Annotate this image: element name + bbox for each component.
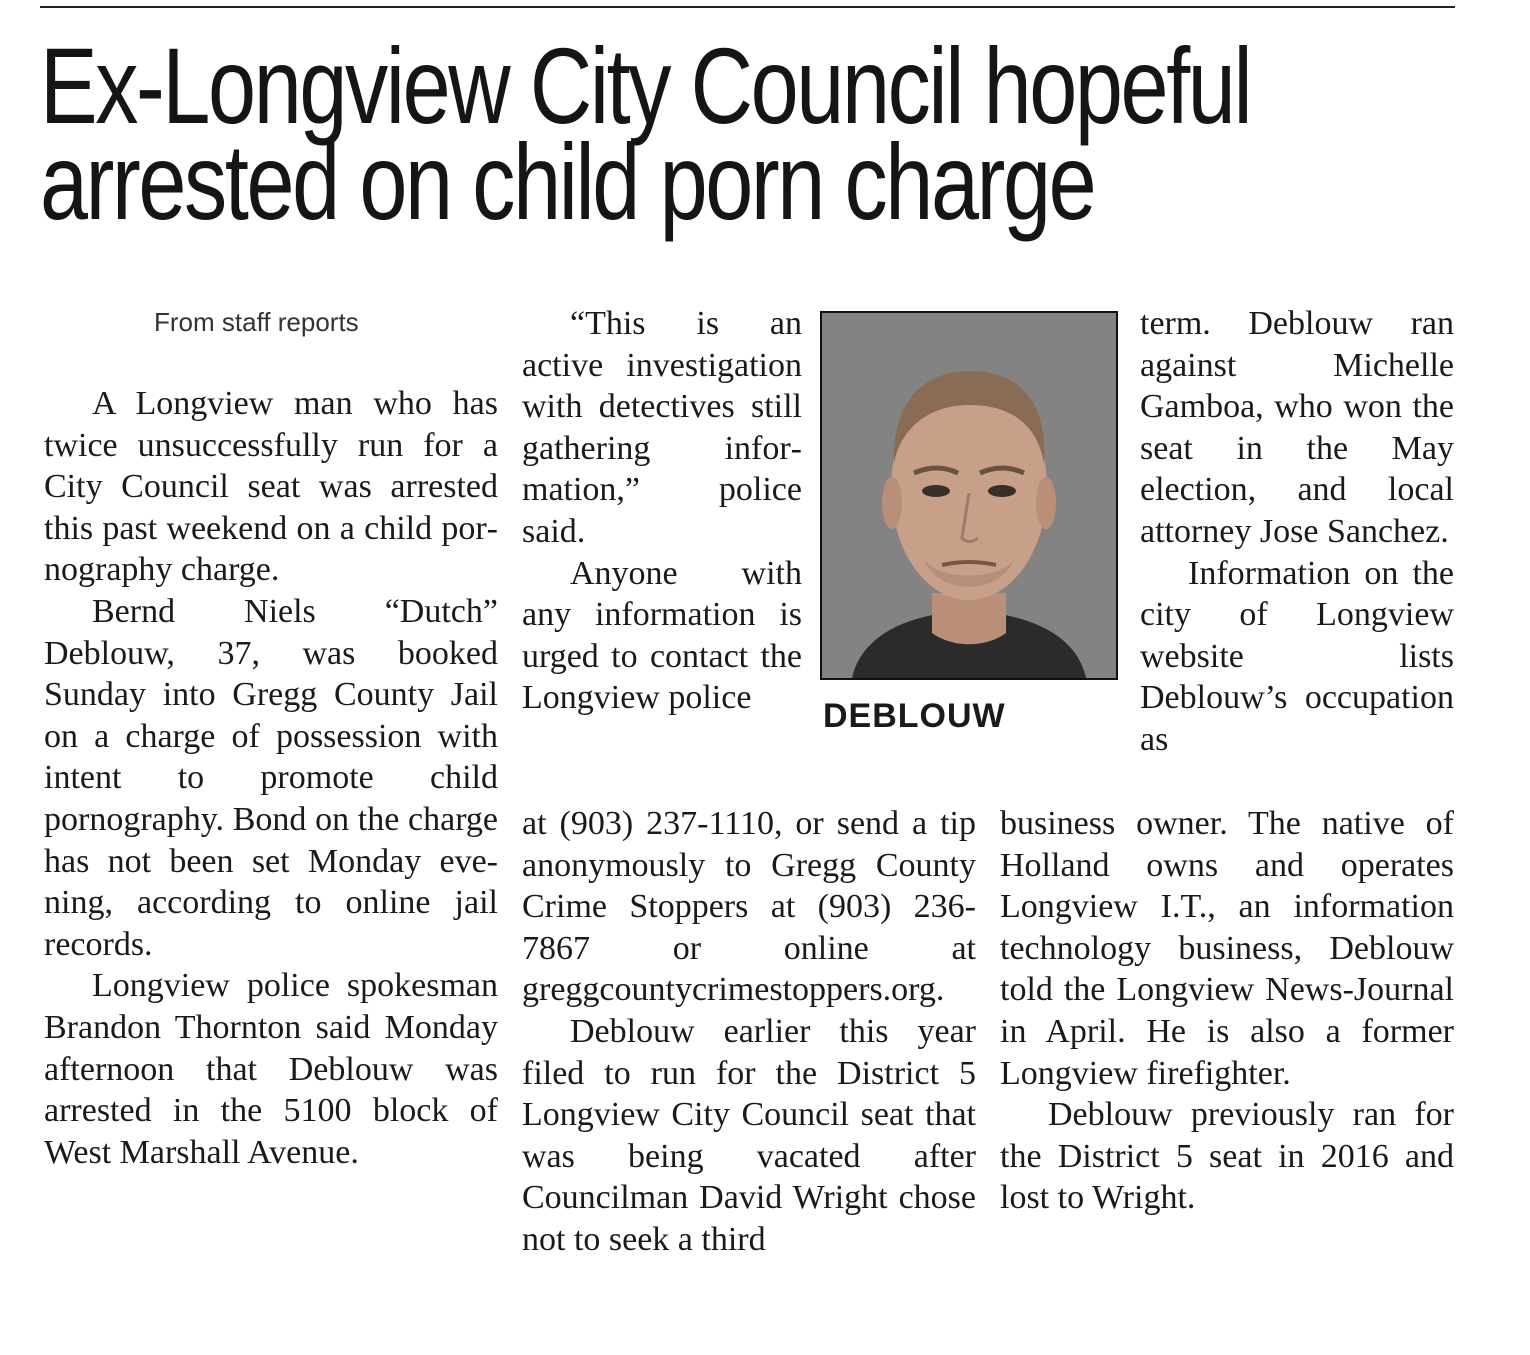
photo-caption: DEBLOUW [823,697,1006,735]
headline-line-1: Ex-Longview City Council hopeful [40,25,1251,146]
article-column-1 [44,383,498,1173]
article-column-2-top [522,303,802,719]
paragraph: “This is an active investigation with detectives still gathering information,” police said. [522,305,802,550]
paragraph: Bernd Niels “Dutch” Deblouw, 37, was booked Sunday into Gregg County Jail on a charge of possession with intent to promote child pornography. Bond on the charge has not been set Monday evening, according to online jail records. [44,592,498,963]
article-column-3-bottom [1000,803,1454,1219]
paragraph: Anyone with any information is urged to contact the Longview police [522,554,802,717]
paragraph: Deblouw previously ran for the District 5 seat in 2016 and lost to Wright. [1000,1096,1454,1217]
mugshot-image [822,313,1116,678]
paragraph: Information on the city of Longview website lists Deblouw’s occupation as [1140,554,1454,758]
top-rule [40,6,1455,8]
article-column-2-bottom [522,803,976,1261]
paragraph: A Longview man who has twice unsuccessfully run for a City Council seat was arrested this past weekend on a child pornography charge. [44,385,498,589]
mugshot-photo [820,311,1118,680]
paragraph: Longview police spokesman Brandon Thornton said Monday afternoon that Deblouw was arrested in the 5100 block of West Marshall Avenue. [44,967,498,1171]
byline: From staff reports [154,307,359,337]
paragraph: at (903) 237-1110, or send a tip anonymously to Gregg County Crime Stoppers at (903) 236-7867 or online at greggcountycrimestoppers.org. [522,805,976,1009]
paragraph: Deblouw earlier this year filed to run for the District 5 Longview City Council seat that was being vacated after Councilman David Wright chose not to seek a third [522,1012,976,1258]
headline [40,25,1251,242]
paragraph: business owner. The native of Holland owns and operates Longview I.T., an information technology business, Deblouw told the Longview News-Journal in April. He is also a former Longview firefighter. [1000,805,1454,1092]
article-column-3-top [1140,303,1454,761]
paragraph: term. Deblouw ran against Michelle Gamboa, who won the seat in the May election, and local attorney Jose Sanchez. [1140,305,1454,550]
headline-line-2: arrested on child porn charge [40,121,1095,242]
